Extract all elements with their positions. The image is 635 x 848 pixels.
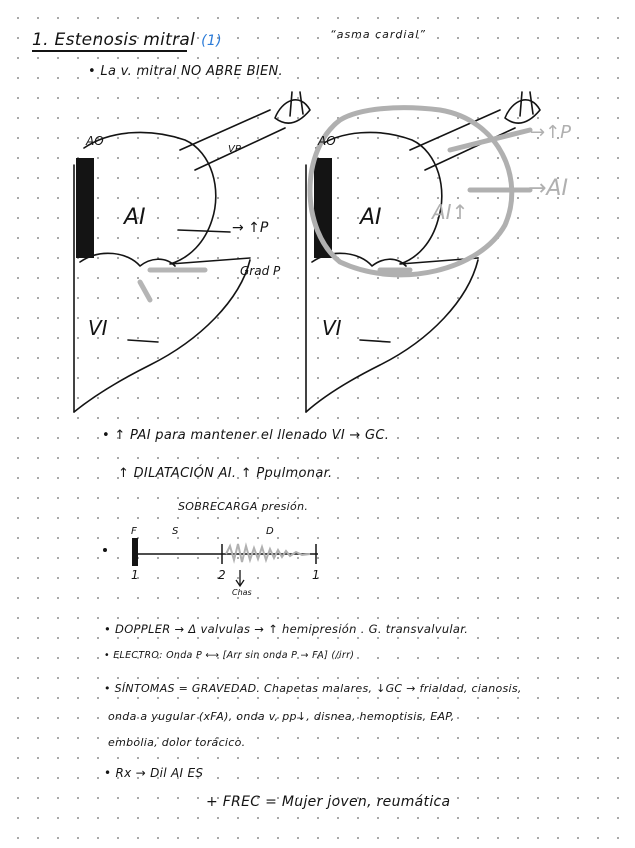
finding-sintomas-3: embolia, dolor torácico.	[108, 736, 246, 749]
phono-label-2: 2	[218, 568, 226, 582]
finding-sintomas-1: • SÍNTOMAS = GRAVEDAD. Chapetas malares, ↓GC → frialdad, cianosis,	[104, 682, 522, 695]
left-label-vi: VI	[88, 316, 108, 340]
phono-label-chas: Chas	[232, 588, 252, 597]
quote-asma-cardial: “asma cardial”	[330, 28, 426, 41]
left-label-vp: VP	[228, 144, 241, 155]
finding-frec: + FREC = Mujer joven, reumática	[206, 794, 451, 810]
phono-bullet-dot	[103, 548, 107, 552]
left-label-ai: AI	[124, 205, 146, 230]
phono-label-1-end: 1	[312, 568, 320, 582]
phono-murmur	[226, 544, 310, 562]
finding-rx: • Rx → Dil AI ES	[104, 766, 204, 780]
right-overlay-p: →↑P	[530, 122, 572, 143]
right-label-ai: AI	[360, 205, 382, 230]
phono-chas-arrow	[236, 570, 244, 586]
left-label-ao: AO	[86, 134, 104, 148]
right-label-ao: AO	[318, 134, 336, 148]
phono-label-1: 1	[131, 568, 139, 582]
finding-electro: • ELECTRO: Onda P ⟷ [Arr sin onda P → FA] (/irr)	[104, 650, 355, 661]
intro-line: • La v. mitral NO ABRE BIEN.	[88, 64, 283, 79]
right-label-vi: VI	[322, 316, 342, 340]
title-text: 1. Estenosis mitral	[32, 30, 196, 50]
phono-label-s: S	[172, 526, 179, 537]
phono-s1-bar	[132, 538, 138, 566]
left-label-arrow-p: → ↑P	[232, 220, 269, 236]
phono-label-d: D	[266, 526, 274, 537]
right-overlay-ai-arrow: →AI	[528, 176, 568, 201]
phono-label-f: F	[131, 526, 137, 537]
bullet-dilatacion: ↑ DILATACIÓN AI. ↑ Ppulmonar.	[118, 466, 333, 481]
finding-doppler: • DOPPLER → Δ valvulas → ↑ hemipresión . G. transvalvular.	[104, 622, 469, 636]
right-overlay-ai: AI↑	[432, 200, 469, 224]
finding-sintomas-2: onda a yugular (xFA), onda v, pp↓, disnea, hemoptisis, EAP,	[108, 710, 455, 723]
left-label-grad-p: Grad P	[240, 264, 281, 278]
title-reference: (1)	[201, 33, 222, 49]
bullet-sobrecarga: SOBRECARGA presión.	[178, 500, 309, 513]
bullet-pai: • ↑ PAI para mantener el llenado VI → GC.	[102, 428, 390, 443]
